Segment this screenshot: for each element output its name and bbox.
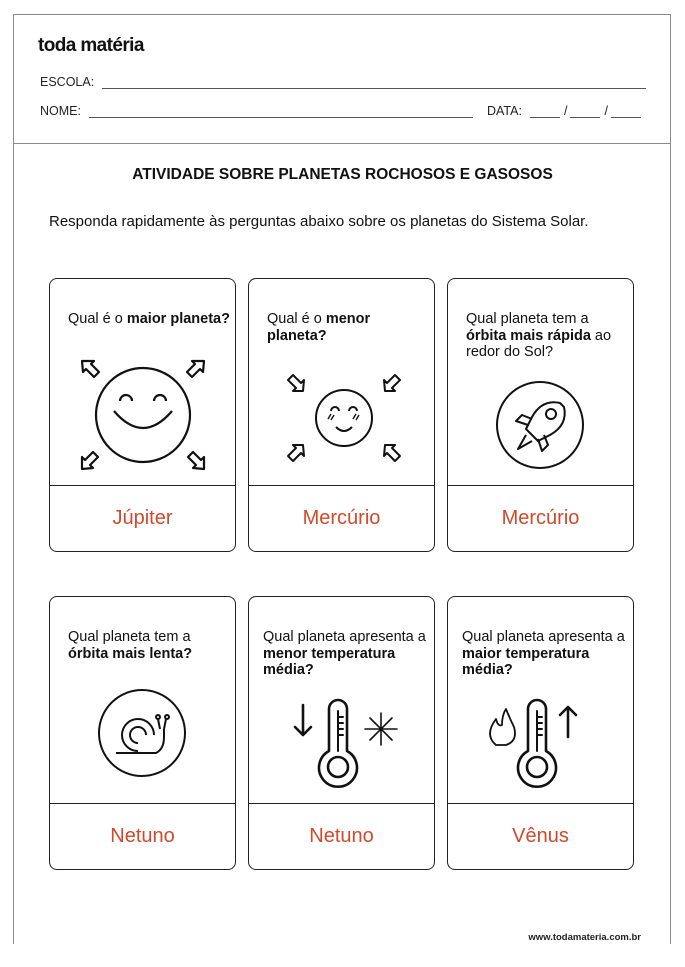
- date-month-line[interactable]: [570, 105, 600, 118]
- worksheet-header: [14, 15, 670, 144]
- answer-text: Vênus: [512, 824, 569, 847]
- question-card-1: [49, 278, 236, 552]
- question-text: Qual é o menor planeta?: [267, 311, 371, 344]
- date-sep-1: /: [563, 104, 568, 118]
- question-card-6: [447, 596, 634, 870]
- cold-thermometer-icon: [289, 697, 409, 792]
- question-text: Qual é o maior planeta?: [68, 311, 230, 327]
- answer-text: Netuno: [309, 824, 374, 847]
- school-label: ESCOLA:: [40, 75, 95, 89]
- footer-url[interactable]: www.todamateria.com.br: [528, 932, 641, 943]
- question-text: Qual planeta apresenta a maior temperatura média?: [462, 629, 625, 678]
- expanding-smiley-icon: [78, 355, 208, 475]
- question-text: Qual planeta tem a órbita mais lenta?: [68, 629, 193, 662]
- page-title: ATIVIDADE SOBRE PLANETAS ROCHOSOS E GASOSOS: [132, 166, 553, 183]
- question-card-3: [447, 278, 634, 552]
- question-card-2: [248, 278, 435, 552]
- answer-text: Mercúrio: [302, 506, 381, 529]
- school-field-row: [40, 75, 646, 89]
- shrinking-smiley-icon: [279, 363, 409, 473]
- question-card-4: [49, 596, 236, 870]
- answer-text: Netuno: [110, 824, 175, 847]
- answer-text: Júpiter: [112, 506, 173, 529]
- date-label: DATA:: [486, 104, 522, 118]
- question-text: Qual planeta tem a órbita mais rápida ao redor do Sol?: [466, 311, 612, 360]
- name-input-line[interactable]: [89, 105, 473, 118]
- hot-thermometer-icon: [482, 697, 602, 792]
- name-date-row: [40, 104, 646, 118]
- logo: toda matéria: [38, 35, 144, 56]
- date-sep-2: /: [604, 104, 608, 118]
- intro-text: Responda rapidamente às perguntas abaixo sobre os planetas do Sistema Solar.: [49, 213, 589, 230]
- question-card-5: [248, 596, 435, 870]
- date-day-line[interactable]: [530, 105, 560, 118]
- date-year-line[interactable]: [611, 105, 641, 118]
- name-label: NOME:: [40, 104, 81, 118]
- snail-icon: [96, 687, 188, 779]
- school-input-line[interactable]: [102, 76, 646, 89]
- rocket-icon: [494, 379, 586, 471]
- question-text: Qual planeta apresenta a menor temperatura média?: [263, 629, 426, 678]
- answer-text: Mercúrio: [501, 506, 580, 529]
